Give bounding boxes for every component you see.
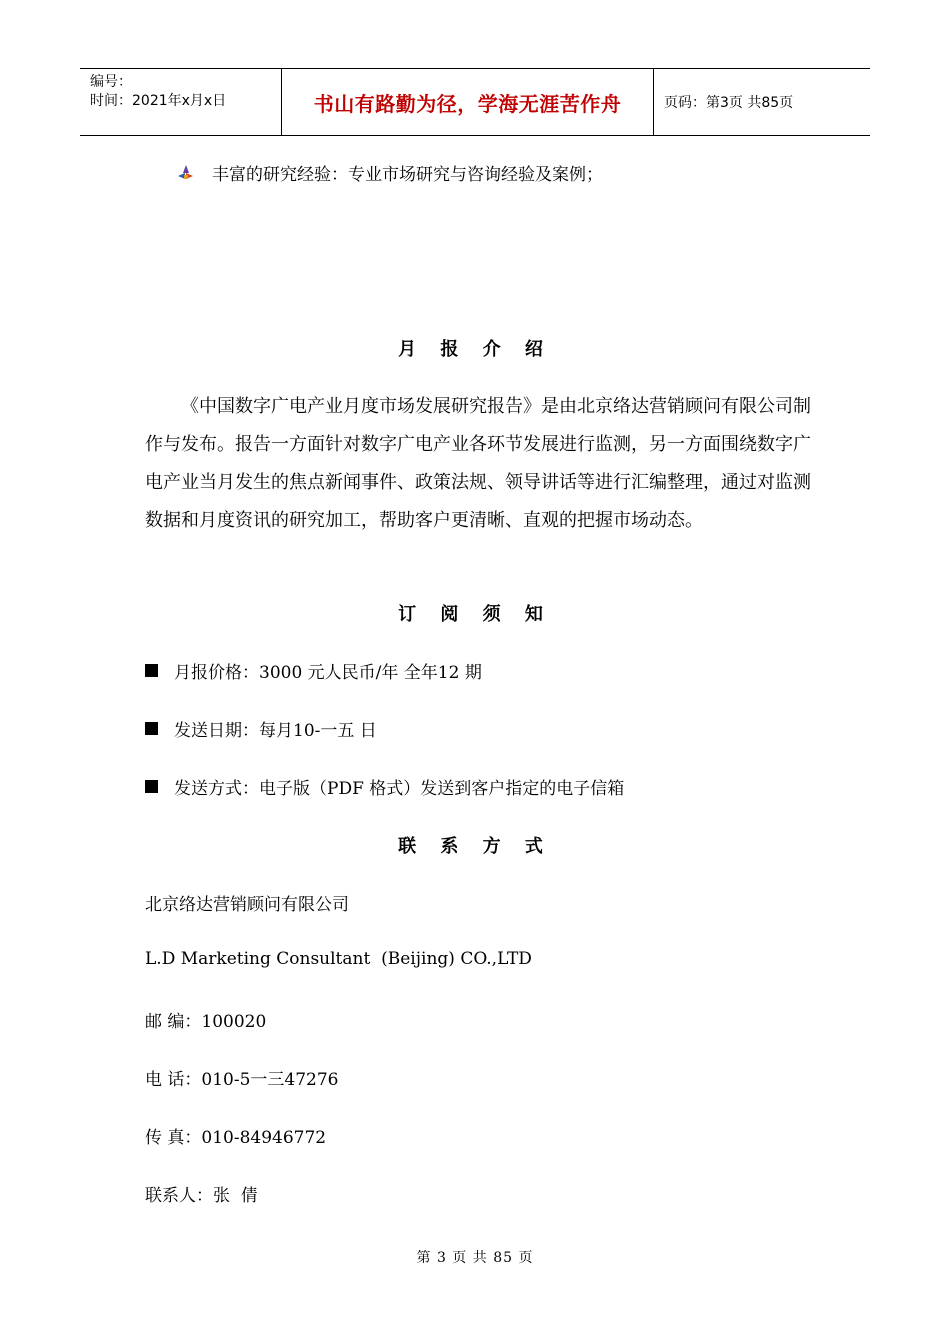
- flower-bullet-icon: [178, 165, 194, 181]
- header-number-label: 编号：: [90, 74, 132, 90]
- header-page-cell: [654, 69, 870, 135]
- subscription-item-text: 发送日期：每月10-一五 日: [174, 721, 377, 741]
- square-bullet-icon: [145, 780, 158, 793]
- page-header: [80, 68, 870, 136]
- header-motto-cell: [281, 69, 654, 135]
- contact-postcode: 邮 编：100020: [145, 1012, 267, 1032]
- square-bullet-icon: [145, 664, 158, 677]
- subscription-item-price: [145, 658, 482, 683]
- subscription-item-text: 发送方式：电子版（PDF 格式）发送到客户指定的电子信箱: [174, 779, 625, 799]
- square-bullet-icon: [145, 722, 158, 735]
- monthly-report-paragraph: 《中国数字广电产业月度市场发展研究报告》是由北京络达营销顾问有限公司制作与发布。报告一方面针对数字广电产业各环节发展进行监测，另一方面围绕数字广电产业当月发生的焦点新闻事件、政策法规、领导讲话等进行汇编整理，通过对监测数据和月度资讯的研究加工，帮助客户更清晰、直观的把握市场动态。: [145, 396, 811, 531]
- contact-company-cn: 北京络达营销顾问有限公司: [145, 895, 349, 915]
- contact-phone: 电 话：010-5一三47276: [145, 1070, 339, 1090]
- contact-title: 联 系 方 式: [398, 836, 552, 857]
- subscription-title: 订 阅 须 知: [398, 604, 552, 625]
- contact-person: 联系人：张 倩: [145, 1186, 258, 1206]
- header-time-label: 时间：2021年x月x日: [90, 93, 227, 109]
- contact-fax: 传 真：010-84946772: [145, 1128, 327, 1148]
- subscription-item-date: [145, 716, 377, 741]
- header-page-label: 页码：第3页 共85页: [664, 95, 794, 111]
- contact-company-en: L.D Marketing Consultant (Beijing) CO.,LTD: [145, 949, 532, 969]
- subscription-item-method: [145, 774, 624, 799]
- monthly-report-title: 月 报 介 绍: [398, 339, 552, 360]
- header-motto: 书山有路勤为径，学海无涯苦作舟: [313, 91, 622, 116]
- page-footer: 第 3 页 共 85 页: [416, 1250, 534, 1266]
- research-experience-text: 丰富的研究经验：专业市场研究与咨询经验及案例；: [212, 165, 603, 185]
- subscription-item-text: 月报价格：3000 元人民币/年 全年12 期: [174, 663, 482, 683]
- header-meta: [80, 69, 281, 135]
- research-experience-item: [178, 160, 603, 185]
